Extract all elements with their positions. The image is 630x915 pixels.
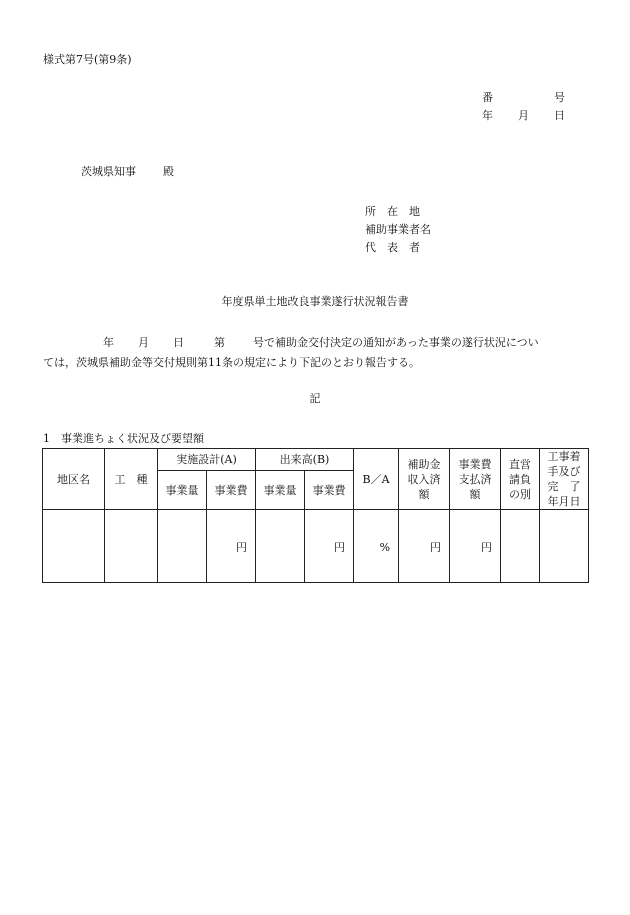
- number-label-ban: 番: [482, 91, 493, 104]
- date-day: 日: [554, 109, 565, 122]
- addressee: [81, 165, 174, 179]
- sender-representative: 代 表 者: [365, 241, 420, 254]
- unit-yen: 円: [334, 540, 346, 554]
- addressee-honorific: 殿: [163, 165, 174, 178]
- number-label-go: 号: [554, 91, 565, 104]
- document-title: 年度県単土地改良事業遂行状況報告書: [221, 295, 409, 308]
- cell-design-cost[interactable]: [207, 510, 256, 583]
- table-data-row: [43, 510, 589, 583]
- header-done-qty: 事業量: [256, 471, 305, 510]
- header-design-qty: 事業量: [158, 471, 207, 510]
- header-direct-contract: 直営 請負 の別: [501, 449, 540, 510]
- body-day: 日: [173, 336, 184, 349]
- progress-table: [42, 448, 589, 583]
- cell-cost-paid[interactable]: [450, 510, 501, 583]
- header-start-completion-dates: 工事着 手及び 完 了 年月日: [540, 449, 589, 510]
- header-area: 地区名: [43, 449, 105, 510]
- body-line-1: [43, 333, 588, 353]
- sender-operator-name: 補助事業者名: [365, 223, 431, 236]
- date-year: 年: [482, 109, 493, 122]
- header-done-cost: 事業費: [305, 471, 354, 510]
- unit-percent: %: [379, 540, 391, 554]
- body-month: 月: [138, 336, 149, 349]
- cell-area[interactable]: [43, 510, 105, 583]
- header-design: 実施設計(A): [158, 449, 256, 471]
- unit-yen: 円: [481, 540, 493, 554]
- section-heading: 1 事業進ちょく状況及び要望額: [43, 432, 204, 445]
- body-no: 第: [214, 336, 225, 349]
- body-year: 年: [103, 336, 114, 349]
- sender-address: 所 在 地: [365, 205, 420, 218]
- form-number: 様式第7号(第9条): [43, 53, 132, 66]
- header-cost-paid: 事業費 支払済 額: [450, 449, 501, 510]
- header-done: 出来高(B): [256, 449, 354, 471]
- body-paragraph: [43, 333, 588, 373]
- ki-mark: 記: [309, 392, 321, 405]
- cell-done-qty[interactable]: [256, 510, 305, 583]
- cell-direct-contract[interactable]: [501, 510, 540, 583]
- body-line-1-rest: 号で補助金交付決定の通知があった事業の遂行状況につい: [253, 336, 539, 349]
- cell-done-cost[interactable]: [305, 510, 354, 583]
- body-line-2: ては，茨城県補助金等交付規則第11条の規定により下記のとおり報告する。: [43, 356, 420, 369]
- cell-dates[interactable]: [540, 510, 589, 583]
- cell-work-type[interactable]: [105, 510, 158, 583]
- addressee-name: 茨城県知事: [81, 165, 136, 178]
- document-number-line: [482, 91, 565, 105]
- sender-block: [365, 205, 431, 259]
- header-ratio: B／A: [354, 449, 399, 510]
- date-month: 月: [518, 109, 529, 122]
- cell-design-qty[interactable]: [158, 510, 207, 583]
- cell-subsidy-received[interactable]: [399, 510, 450, 583]
- header-subsidy-received: 補助金 収入済 額: [399, 449, 450, 510]
- table-header-row-1: [43, 449, 589, 471]
- unit-yen: 円: [236, 540, 247, 554]
- cell-ratio[interactable]: [354, 510, 399, 583]
- header-work-type: 工 種: [105, 449, 158, 510]
- header-design-cost: 事業費: [207, 471, 256, 510]
- unit-yen: 円: [430, 540, 442, 554]
